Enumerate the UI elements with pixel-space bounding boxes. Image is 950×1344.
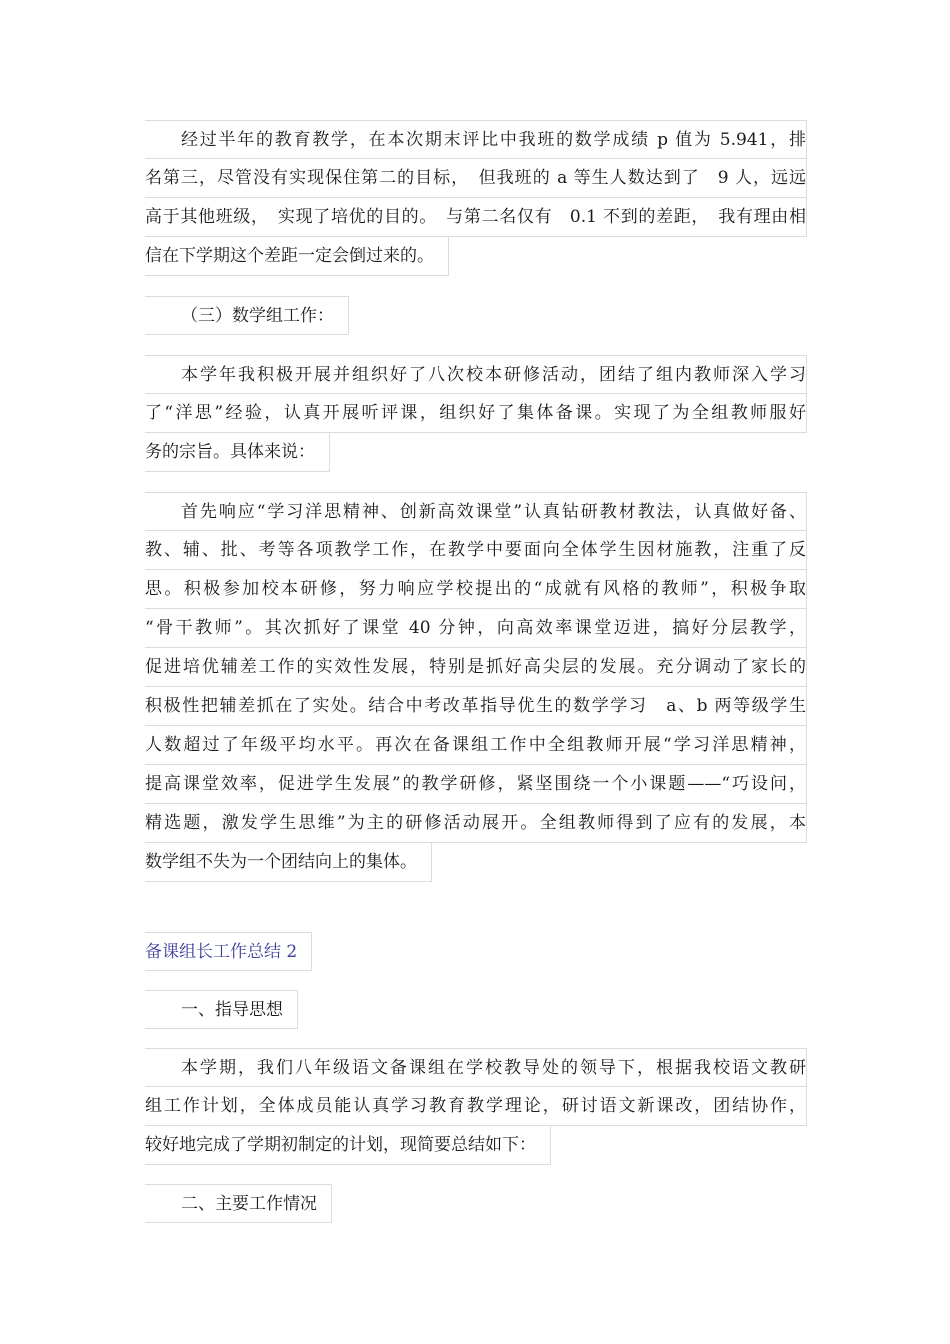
- text-line: 本学期，我们八年级语文备课组在学校教导处的领导下，根据我校语文教研: [145, 1048, 807, 1087]
- heading-guiding-block: [145, 990, 807, 1029]
- paragraph-research-activities: [145, 355, 807, 472]
- text-line: 促进培优辅差工作的实效性发展，特别是抓好高尖层的发展。充分调动了家长的: [145, 648, 807, 687]
- text-line: 思。积极参加校本研修，努力响应学校提出的“成就有风格的教师”，积极争取: [145, 570, 807, 609]
- paragraph-semester-summary: [145, 1048, 807, 1165]
- paragraph-teaching-details: [145, 492, 807, 882]
- heading-group-work-block: [145, 296, 807, 335]
- heading-main-work-block: [145, 1184, 807, 1223]
- text-line: 教、辅、批、考等各项教学工作，在教学中要面向全体学生因材施教，注重了反: [145, 531, 807, 570]
- text-line: 本学年我积极开展并组织好了八次校本研修活动，团结了组内教师深入学习: [145, 355, 807, 394]
- text-line: 信在下学期这个差距一定会倒过来的。: [145, 237, 449, 276]
- text-line: 人数超过了年级平均水平。再次在备课组工作中全组教师开展“学习洋思精神，: [145, 726, 807, 765]
- text-line: 高于其他班级， 实现了培优的目的。 与第二名仅有 0.1 不到的差距， 我有理由相: [145, 198, 807, 237]
- text-line: 名第三，尽管没有实现保住第二的目标， 但我班的 a 等生人数达到了 9 人，远远: [145, 159, 807, 198]
- heading-guiding-thought: 一、指导思想: [145, 990, 298, 1029]
- text-line: 精选题，激发学生思维”为主的研修活动展开。全组教师得到了应有的发展，本: [145, 804, 807, 843]
- section-title-block: [145, 932, 807, 971]
- text-line: 了“洋思”经验，认真开展听评课，组织好了集体备课。实现了为全组教师服好: [145, 394, 807, 433]
- text-line: 首先响应“学习洋思精神、创新高效课堂”认真钻研教材教法，认真做好备、: [145, 492, 807, 531]
- text-line: 务的宗旨。具体来说：: [145, 433, 330, 472]
- text-line: “骨干教师”。其次抓好了课堂 40 分钟，向高效率课堂迈进，搞好分层教学，: [145, 609, 807, 648]
- text-line: 提高课堂效率，促进学生发展”的教学研修，紧坚围绕一个小课题——“巧设问，: [145, 765, 807, 804]
- text-line: 组工作计划，全体成员能认真学习教育教学理论，研讨语文新课改，团结协作，: [145, 1087, 807, 1126]
- heading-main-work: 二、主要工作情况: [145, 1184, 332, 1223]
- text-line: 较好地完成了学期初制定的计划，现简要总结如下：: [145, 1126, 551, 1165]
- text-line: 数学组不失为一个团结向上的集体。: [145, 843, 432, 882]
- text-line: 积极性把辅差抓在了实处。结合中考改革指导优生的数学学习 a、b 两等级学生: [145, 687, 807, 726]
- text-line: 经过半年的教育教学，在本次期末评比中我班的数学成绩 p 值为 5.941，排: [145, 120, 807, 159]
- heading-group-work: （三）数学组工作：: [145, 296, 349, 335]
- section-title: 备课组长工作总结 2: [145, 932, 312, 971]
- paragraph-math-results: [145, 120, 807, 276]
